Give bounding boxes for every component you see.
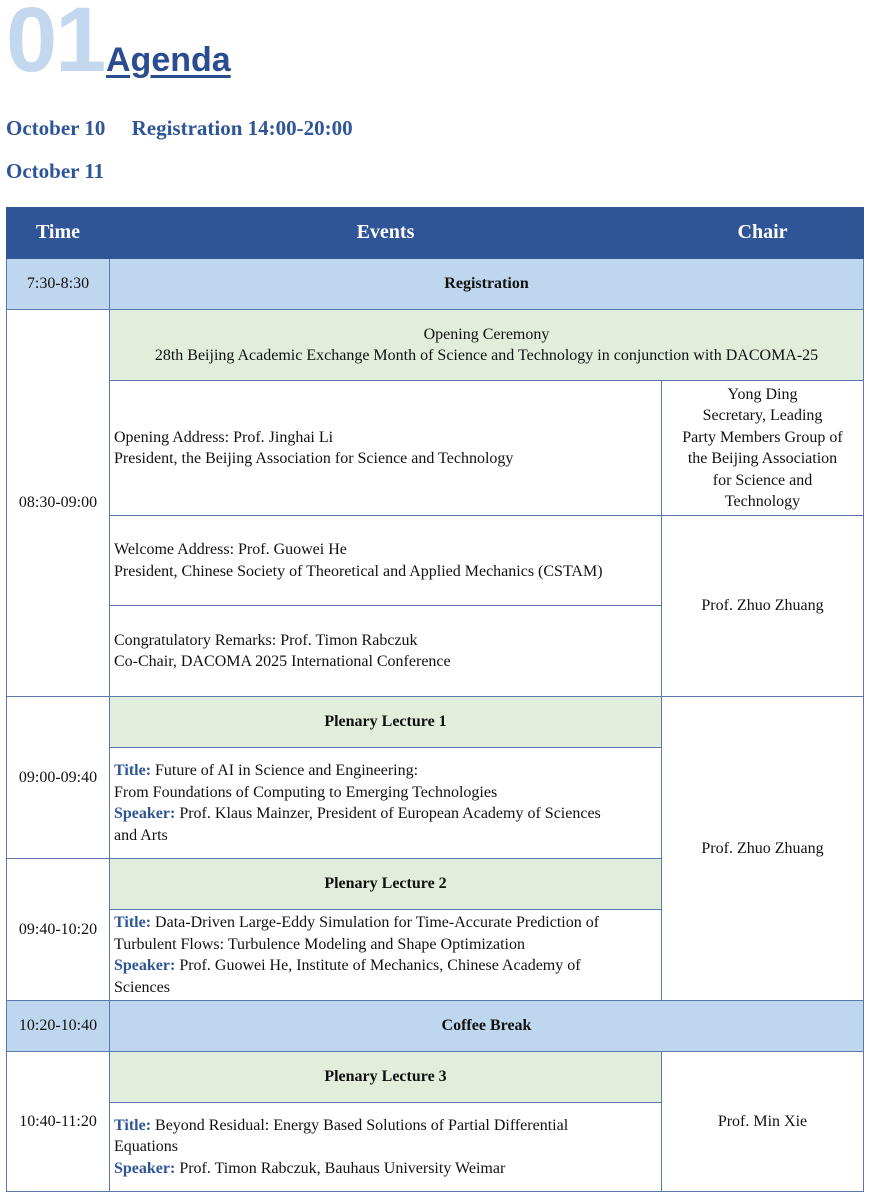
title-label: Title: [114, 1116, 152, 1134]
date-october-10: October 10 Registration 14:00-20:00 [6, 116, 353, 140]
chair-cell-opening [662, 381, 864, 516]
header-time: Time [7, 208, 110, 259]
speaker-text-continued: Sciences [114, 978, 170, 996]
agenda-table [6, 207, 864, 1192]
welcome-address-speaker: Welcome Address: Prof. Guowei He [114, 541, 347, 558]
table-row-opening-ceremony [7, 310, 864, 381]
plenary-lecture-2-heading: Plenary Lecture 2 [110, 859, 662, 910]
plenary-lecture-3-heading: Plenary Lecture 3 [110, 1052, 662, 1103]
congratulatory-affiliation: Co-Chair, DACOMA 2025 International Conference [114, 653, 451, 670]
title-text: Beyond Residual: Energy Based Solutions of Partial Differential [151, 1116, 569, 1134]
chair-name-line: Yong Ding [727, 385, 798, 403]
plenary-lecture-2-details [110, 910, 662, 1001]
speaker-text: Prof. Klaus Mainzer, President of European Academy of Sciences [175, 805, 601, 822]
table-header-row [7, 208, 864, 259]
lecture-title [114, 912, 657, 934]
title-text: Data-Driven Large-Eddy Simulation for Time-Accurate Prediction of [151, 914, 600, 931]
lecture-speaker [114, 955, 657, 977]
opening-address-speaker: Opening Address: Prof. Jinghai Li [114, 428, 334, 446]
speaker-text-continued: and Arts [114, 826, 168, 844]
lecture-speaker [114, 1158, 657, 1180]
time-cell-lecture-1: 09:00-09:40 [7, 697, 110, 859]
table-row-opening-address [7, 381, 864, 516]
time-cell-lecture-3: 10:40-11:20 [7, 1052, 110, 1192]
title-text-continued: Turbulent Flows: Turbulence Modeling and Shape Optimization [114, 935, 525, 953]
time-cell-coffee: 10:20-10:40 [7, 1001, 110, 1052]
table-row-plenary-1-heading [7, 697, 864, 748]
congratulatory-remarks-cell [110, 606, 662, 697]
opening-ceremony-subtitle: 28th Beijing Academic Exchange Month of Science and Technology in conjunction with DACOMA-25 [154, 347, 819, 364]
table-row-welcome-address [7, 516, 864, 606]
section-number: 01 [6, 0, 105, 91]
lecture-speaker [114, 803, 657, 825]
opening-address-cell [110, 381, 662, 516]
plenary-lecture-1-details [110, 748, 662, 859]
lecture-title [114, 760, 657, 782]
speaker-label: Speaker: [114, 805, 176, 822]
time-cell-lecture-2: 09:40-10:20 [7, 859, 110, 1001]
plenary-lecture-1-heading: Plenary Lecture 1 [110, 697, 662, 748]
title-label: Title: [114, 914, 152, 931]
time-cell-opening: 08:30-09:00 [7, 310, 110, 697]
chair-title-line: Technology [724, 493, 801, 510]
chair-cell-lectures: Prof. Zhuo Zhuang [662, 697, 864, 1001]
lecture-title [114, 1115, 657, 1137]
table-row-registration [7, 259, 864, 310]
opening-ceremony-title: Opening Ceremony [423, 325, 550, 343]
speaker-label: Speaker: [114, 957, 176, 974]
chair-title-line: Party Members Group of [682, 428, 843, 446]
chair-title-line: the Beijing Association [687, 450, 838, 467]
title-text-continued: Equations [114, 1138, 178, 1156]
chair-cell-welcome: Prof. Zhuo Zhuang [662, 516, 864, 697]
title-text-continued: From Foundations of Computing to Emerging Technologies [114, 783, 498, 801]
registration-cell: Registration [110, 259, 864, 310]
title-label: Title: [114, 762, 152, 779]
opening-address-affiliation: President, the Beijing Association for Science and Technology [114, 450, 514, 467]
chair-cell-lecture-3: Prof. Min Xie [662, 1052, 864, 1192]
plenary-lecture-3-details [110, 1103, 662, 1192]
title-text: Future of AI in Science and Engineering: [151, 762, 419, 779]
time-cell: 7:30-8:30 [7, 259, 110, 310]
coffee-break-cell: Coffee Break [110, 1001, 864, 1052]
chair-title-line: for Science and [712, 471, 813, 489]
table-row-plenary-3-heading [7, 1052, 864, 1103]
opening-ceremony-cell [110, 310, 864, 381]
speaker-label: Speaker: [114, 1159, 176, 1177]
welcome-address-cell [110, 516, 662, 606]
header-chair: Chair [662, 208, 864, 259]
speaker-text: Prof. Timon Rabczuk, Bauhaus University Weimar [175, 1159, 506, 1177]
chair-title-line: Secretary, Leading [702, 407, 823, 424]
header-events: Events [110, 208, 662, 259]
table-row-coffee-break [7, 1001, 864, 1052]
page-title: Agenda [106, 41, 231, 79]
congratulatory-speaker: Congratulatory Remarks: Prof. Timon Rabczuk [114, 631, 418, 649]
welcome-address-affiliation: President, Chinese Society of Theoretical and Applied Mechanics (CSTAM) [114, 562, 603, 580]
date-october-11: October 11 [6, 159, 105, 183]
speaker-text: Prof. Guowei He, Institute of Mechanics, Chinese Academy of [175, 957, 581, 974]
